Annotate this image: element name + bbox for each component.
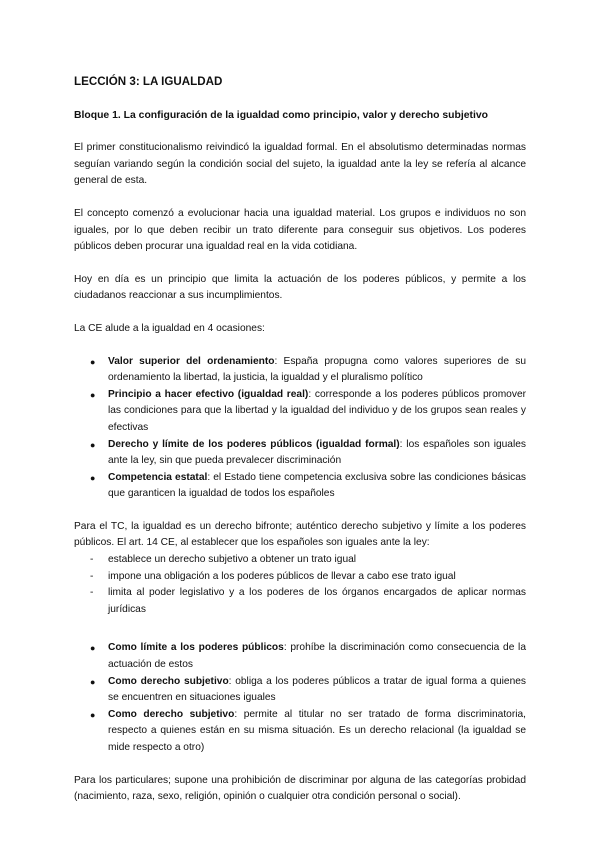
list-item-term: Como límite a los poderes públicos bbox=[108, 642, 284, 654]
list-item bbox=[74, 354, 526, 387]
dash-icon: - bbox=[90, 554, 94, 566]
list-item bbox=[74, 470, 526, 503]
bullet-icon: ● bbox=[90, 709, 96, 720]
list-item bbox=[74, 387, 526, 437]
paragraph-formal-equality: El primer constitucionalismo reivindicó la igualdad formal. En el absolutismo determinadas normas seguían variando según la condición social del sujeto, la igualdad ante la ley se refería al alcance general de esta. bbox=[74, 142, 526, 187]
list-item-text: : corresponde a los poderes públicos promover las condiciones para que la libertad y la igualdad del individuo y de los grupos sean reales y efectivas bbox=[108, 388, 527, 433]
bullet-icon: ● bbox=[90, 439, 96, 450]
list-item bbox=[74, 707, 526, 757]
dimensions-list bbox=[74, 640, 526, 756]
list-item-term: Competencia estatal bbox=[108, 471, 208, 483]
list-item-text: : prohíbe la discriminación como consecuencia de la actuación de estos bbox=[108, 642, 526, 671]
dash-icon: - bbox=[90, 570, 94, 582]
bullet-icon: ● bbox=[90, 389, 96, 400]
list-item-text: : el Estado tiene competencia exclusiva sobre las condiciones básicas que garanticen la igualdad de todos los españoles bbox=[108, 471, 526, 500]
document-page bbox=[74, 74, 526, 822]
list-item-text: limita al poder legislativo y a los poderes de los órganos encargados de aplicar normas jurídicas bbox=[108, 587, 526, 615]
list-item-text: : España propugna como valores superiores de su ordenamiento la libertad, la justicia, la igualdad y el pluralismo político bbox=[108, 355, 526, 384]
paragraph-tc: Para el TC, la igualdad es un derecho bifronte; auténtico derecho subjetivo y límite a los poderes públicos. El art. 14 CE, al establecer que los españoles son iguales ante la ley: bbox=[74, 520, 526, 549]
list-item-term: Derecho y límite de los poderes públicos (igualdad formal) bbox=[108, 438, 400, 450]
list-item-text: : obliga a los poderes públicos a tratar de igual forma a quienes se encuentren en situaciones iguales bbox=[108, 675, 526, 704]
art14-list bbox=[74, 552, 526, 618]
list-item-term: Como derecho subjetivo bbox=[108, 708, 235, 720]
list-item bbox=[74, 569, 526, 586]
list-item bbox=[74, 640, 526, 673]
list-item-text: establece un derecho subjetivo a obtener un trato igual bbox=[108, 554, 357, 566]
occasions-list bbox=[74, 354, 526, 503]
bullet-icon: ● bbox=[90, 676, 96, 687]
list-item bbox=[74, 585, 526, 618]
paragraph-particulares: Para los particulares; supone una prohibición de discriminar por alguna de las categorías probidad (nacimiento, raza, sexo, religión, opinión o cualquier otra condición personal o social). bbox=[74, 774, 526, 803]
section-subtitle: Bloque 1. La configuración de la igualdad como principio, valor y derecho subjetivo bbox=[74, 109, 488, 121]
dash-icon: - bbox=[90, 587, 94, 599]
paragraph-material-equality: El concepto comenzó a evolucionar hacia una igualdad material. Los grupos e individuos no son iguales, por lo que deben recibir un trato diferente para conseguir sus objetivos. Los poderes públicos deben procurar una igualdad real en la vida cotidiana. bbox=[74, 207, 526, 253]
list-item-term: Principio a hacer efectivo (igualdad real) bbox=[108, 388, 309, 400]
list-item bbox=[74, 437, 526, 470]
list-item-term: Valor superior del ordenamiento bbox=[108, 355, 275, 367]
paragraph-principle: Hoy en día es un principio que limita la actuación de los poderes públicos, y permite a los ciudadanos reaccionar a sus incumplimientos. bbox=[74, 273, 526, 302]
paragraph-ce-intro: La CE alude a la igualdad en 4 ocasiones: bbox=[74, 322, 265, 334]
bullet-icon: ● bbox=[90, 356, 96, 367]
bullet-icon: ● bbox=[90, 643, 96, 654]
bullet-icon: ● bbox=[90, 472, 96, 483]
list-item bbox=[74, 552, 526, 569]
list-item-text: impone una obligación a los poderes públicos de llevar a cabo ese trato igual bbox=[108, 570, 456, 582]
page-title: LECCIÓN 3: LA IGUALDAD bbox=[74, 75, 223, 88]
list-item-text: : los españoles son iguales ante la ley, sin que pueda prevalecer discriminación bbox=[108, 438, 526, 467]
list-item bbox=[74, 674, 526, 707]
list-item-term: Como derecho subjetivo bbox=[108, 675, 229, 687]
list-item-text: : permite al titular no ser tratado de forma discriminatoria, respecto a quienes están en su misma situación. Es un derecho relacional (la igualdad se mide respecto a otro) bbox=[108, 708, 526, 753]
